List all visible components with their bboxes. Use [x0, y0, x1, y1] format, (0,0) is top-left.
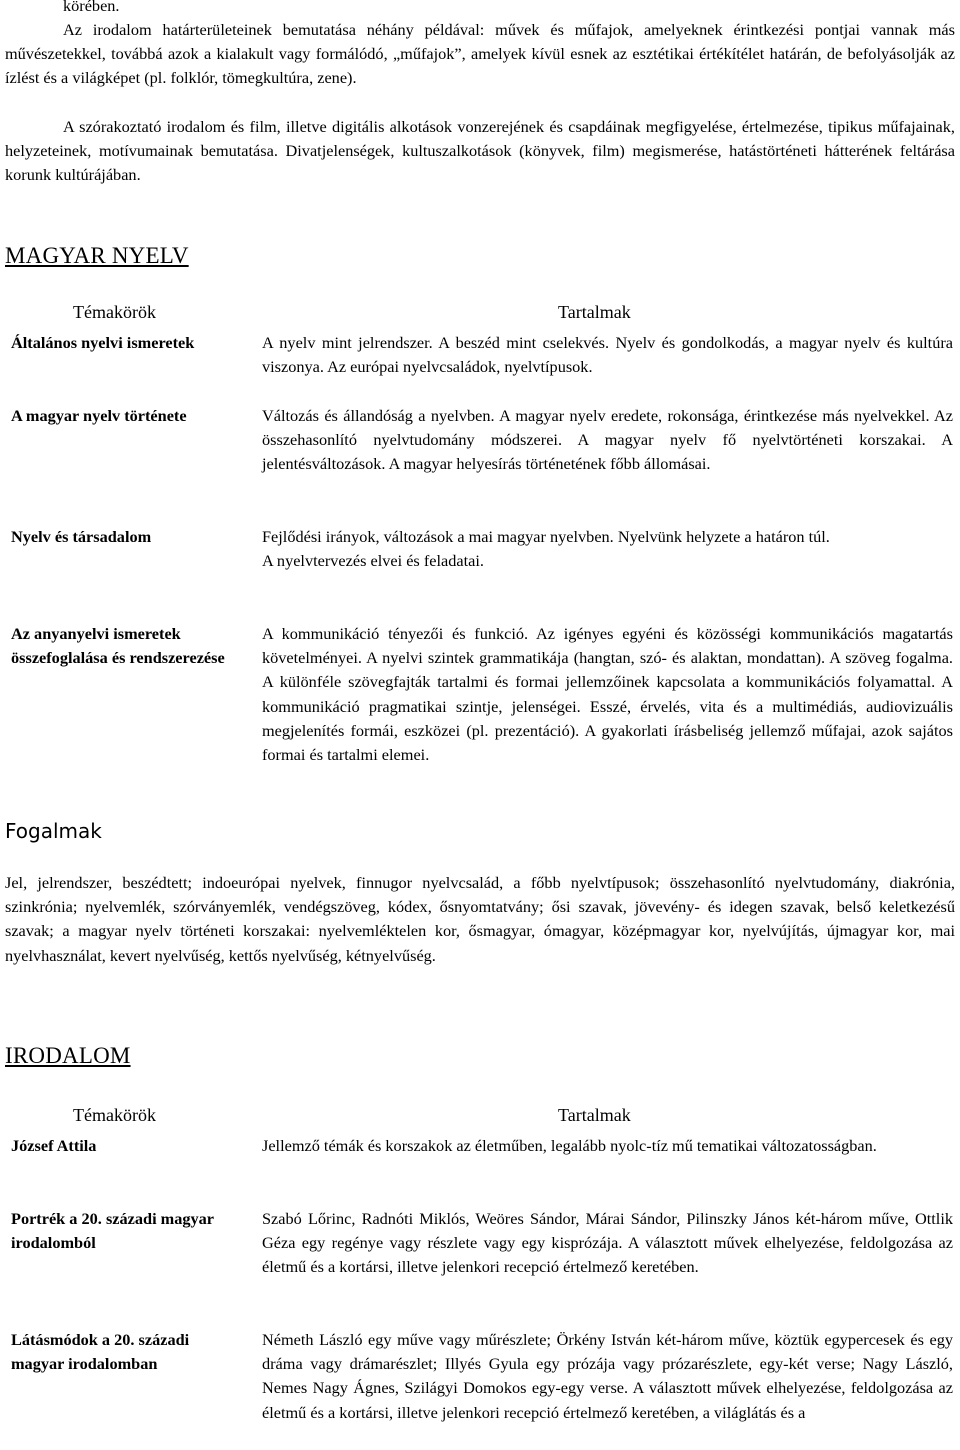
intro-paragraph-2 — [5, 115, 955, 188]
intro-fragment — [5, 0, 955, 18]
topic-label: Portrék a 20. századi magyar irodalomból — [11, 1209, 214, 1253]
fogalmak-heading: Fogalmak — [5, 819, 102, 843]
content-line: Fejlődési irányok, változások a mai magyar nyelvben. Nyelvünk helyzete a határon túl. — [262, 527, 830, 546]
column-header-contents: Tartalmak — [558, 1105, 631, 1125]
topic-content: Németh László egy műve vagy műrészlete; Örkény István két-három műve, köztük egypercesek és egy dráma vagy drámarészlet; Illyés Gyula egy prózája vagy prózarészlete, egy-két verse; Nagy László, Nemes Nagy Ágnes, Szilágyi Domokos egy-egy verse. A választott művek elhelyezése, feldolgozása az életmű és a kortársi, illetve jelenkori recepció értelmező keretében, a világlátás és a — [262, 1330, 953, 1422]
topic-label: József Attila — [11, 1136, 97, 1155]
column-header-topics: Témakörök — [73, 1105, 156, 1125]
topic-content: Változás és állandóság a nyelvben. A magyar nyelv eredete, rokonsága, érintkezése más nyelvekkel. Az összehasonlító nyelvtudomány módszerei. A magyar nyelv fő nyelvtörténeti korszakai. A jelentésváltozások. A magyar helyesírás történetének főbb állomásai. — [262, 406, 953, 474]
topic-content: Szabó Lőrinc, Radnóti Miklós, Weöres Sándor, Márai Sándor, Pilinszky János két-három műve, Ottlik Géza egy regénye vagy részlete vagy egy kisprózája. A választott művek elhelyezése, feldolgozása az életmű és a kortársi, illetve jelenkori recepció értelmező keretében. — [262, 1209, 953, 1277]
section-title-magyar-nyelv: MAGYAR NYELV — [5, 243, 189, 268]
content-line: A nyelvtervezés elvei és feladatai. — [262, 551, 484, 571]
fogalmak-text: Jel, jelrendszer, beszédtett; indoeurópai nyelvek, finnugor nyelvcsalád, a főbb nyelvtípusok; összehasonlító nyelvtudomány, diakrónia, szinkrónia; nyelvemlék, szórványemlék, vendégszöveg, kódex, ősnyomtatvány; ősi szavak, jövevény- és idegen szavak, belső keletkezésű szavak; a magyar nyelv történeti korszakai: nyelvemléktelen kor, ősmagyar, ómagyar, középmagyar kor, nyelvújítás, újmagyar kor, mai nyelvhasználat, kevert nyelvűség, kettős nyelvűség, kétnyelvűség. — [5, 873, 955, 965]
topic-label: A magyar nyelv története — [11, 406, 187, 425]
topic-label: Látásmódok a 20. századi magyar irodalomban — [11, 1330, 190, 1374]
column-header-contents: Tartalmak — [558, 302, 631, 322]
column-header-topics: Témakörök — [73, 302, 156, 322]
intro-line: körében. — [63, 0, 120, 15]
paragraph-text: A szórakoztató irodalom és film, illetve digitális alkotások vonzerejének és csapdáinak megfigyelése, értelmezése, tipikus műfajainak, helyzeteinek, motívumainak bemutatása. Divatjelenségek, kultuszalkotások (könyvek, film) megismerése, hatástörténeti hátterének feltárása korunk kultúrájában. — [5, 117, 955, 185]
topic-label: Az anyanyelvi ismeretek összefoglalása és rendszerezése — [11, 624, 225, 668]
topic-content: A kommunikáció tényezői és funkció. Az igényes egyéni és közösségi kommunikációs magatartás követelményei. A nyelvi szintek grammatikája (hangtan, szó- és alaktan, mondattan). A szöveg fogalma. A különféle szövegfajták tartalmi és formai jellemzőinek kapcsolata a kommunikációs folyamattal. A kommunikáció pragmatikai szintje, jelenségei. Esszé, érvelés, vita és a multimédiás, audiovizuális megjelenítés formái, eszközei (pl. prezentáció). A gyakorlati írásbeliség jellemző műfajai, azok sajátos formai és tartalmi elemei. — [262, 624, 953, 765]
section-title-irodalom: IRODALOM — [5, 1043, 131, 1068]
intro-paragraph-1 — [5, 18, 955, 91]
topic-label: Nyelv és társadalom — [11, 527, 152, 546]
topic-label: Általános nyelvi ismeretek — [11, 333, 195, 352]
topic-content: Jellemző témák és korszakok az életműben, legalább nyolc-tíz mű tematikai változatosságban. — [262, 1136, 877, 1155]
topic-content — [262, 525, 953, 573]
paragraph-text: Az irodalom határterületeinek bemutatása néhány példával: művek és műfajok, amelyeknek érintkezési pontjai vannak más művészetekkel, továbbá azok a kialakult vagy formálódó, „műfajok”, amelyek kívül esnek az esztétikai értékítélet határán, de befolyásolják az ízlést és a világképet (pl. folklór, tömegkultúra, zene). — [5, 20, 955, 88]
topic-content: A nyelv mint jelrendszer. A beszéd mint cselekvés. Nyelv és gondolkodás, a magyar nyelv és kultúra viszonya. Az európai nyelvcsaládok, nyelvtípusok. — [262, 333, 953, 377]
